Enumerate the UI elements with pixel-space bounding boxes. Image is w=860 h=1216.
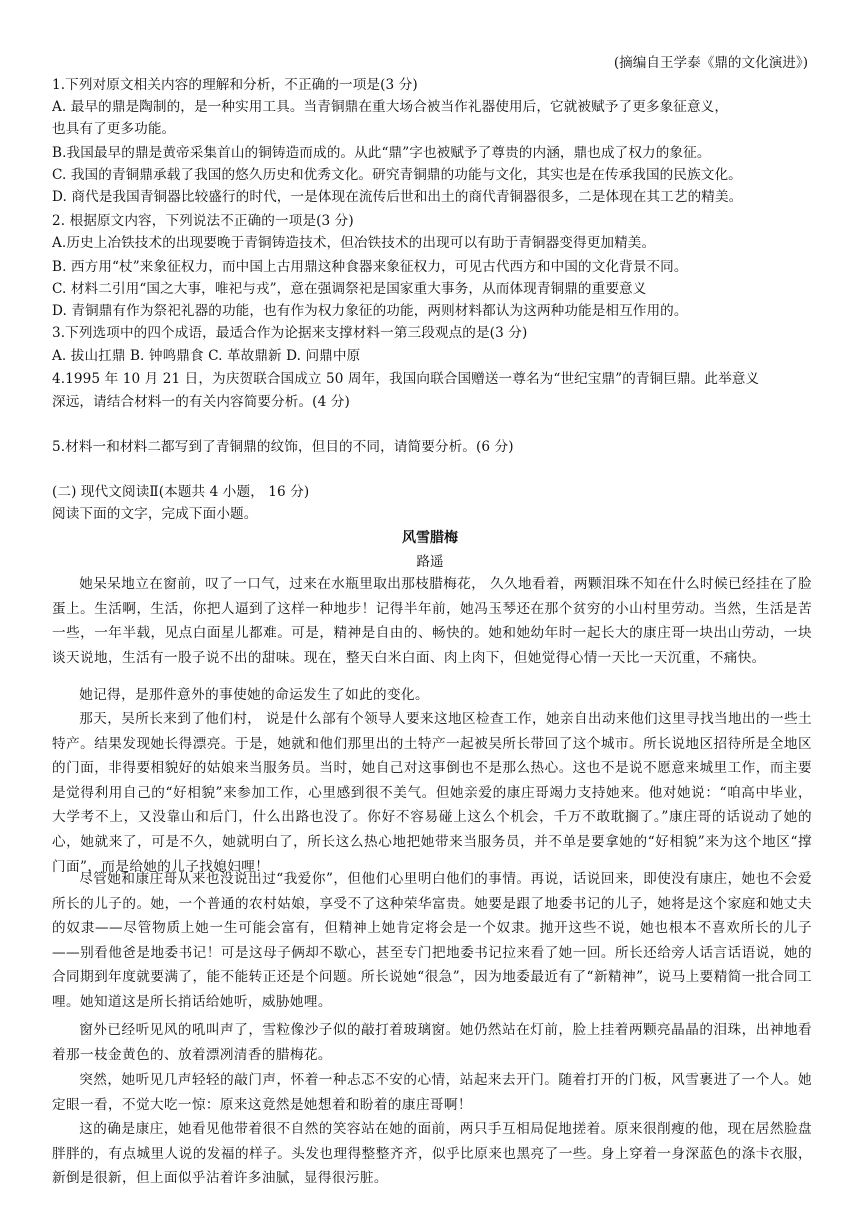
question-4-stem: 4.1995 年 10 月 21 日，为庆贺联合国成立 50 周年，我国向联合国赠送一尊名为“世纪宝鼎”的青铜巨鼎。此举意义 xyxy=(52,371,760,387)
question-1-stem: 1.下列对原文相关内容的理解和分析，不正确的一项是(3 分) xyxy=(52,77,418,93)
section-header: (二) 现代文阅读Ⅱ(本题共 4 小题， 16 分) xyxy=(52,484,310,500)
question-4-stem-cont: 深远，请结合材料一的有关内容简要分析。(4 分) xyxy=(52,394,350,410)
question-2-option-a: A.历史上冶铁技术的出现要晚于青铜铸造技术，但冶铁技术的出现可以有助于青铜器变得更加精美。 xyxy=(52,235,656,251)
question-1-option-a-cont: 也具有了更多功能。 xyxy=(52,121,176,137)
question-1-option-a: A. 最早的鼎是陶制的，是一种实用工具。当青铜鼎在重大场合被当作礼器使用后，它就被赋予了更多象征意义， xyxy=(52,99,729,115)
section-instruction: 阅读下面的文字，完成下面小题。 xyxy=(52,506,258,522)
question-2-option-c: C. 材料二引用“国之大事，唯祀与戎”，意在强调祭祀是国家重大事务，从而体现青铜鼎的重要意义 xyxy=(52,281,647,297)
question-1-option-d: D. 商代是我国青铜器比较盛行的时代，一是体现在流传后世和出土的商代青铜器很多，二是体现在其工艺的精美。 xyxy=(52,189,743,205)
question-5-stem: 5.材料一和材料二都写到了青铜鼎的纹饰，但目的不同，请简要分析。(6 分) xyxy=(52,439,514,455)
story-title: 风雪腊梅 xyxy=(402,530,458,546)
story-paragraph: 她记得，是那件意外的事使她的命运发生了如此的变化。 xyxy=(79,687,430,703)
story-paragraph: 那天，吴所长来到了他们村， 说是什么部有个领导人要来这地区检查工作，她亲自出动来他们这里寻找当地出的一些土特产。结果发现她长得漂亮。于是，她就和他们那里出的土特产一起被吴所长带回了这个城市。所长说地区招待所是全地区的门面，非得要相貌好的姑娘来当服务员。当时，她自己对这事倒也不是那么热心。这也不是说不愿意来城里工作，而主要是觉得利用自己的“好相貌”来参加工作，心里感到很不美气。但她亲爱的康庄哥竭力支持她来。他对她说：“咱高中毕业，大学考不上，又没靠山和后门，什么出路也没了。你好不容易碰上这么个机会，千万不敢耽搁了。”康庄哥的话说动了她的心，她就来了，可是不久，她就明白了，所长这么热心地把她带来当服务员，并不单是要拿她的“好相貌”来为这个地区“撑门面”，而是给她的儿子找媳妇哩！ xyxy=(52,711,812,875)
question-1-option-c: C. 我国的青铜鼎承载了我国的悠久历史和优秀文化。研究青铜鼎的功能与文化，其实也是在传承我国的民族文化。 xyxy=(52,167,742,183)
source-citation: (摘编自王学泰《鼎的文化演进》) xyxy=(613,55,808,71)
story-paragraph: 突然，她听见几声轻轻的敲门声，怀着一种忐忑不安的心情，站起来去开门。随着打开的门板，风雪裹进了一个人。她定眼一看，不觉大吃一惊：原来这竟然是她想着和盼着的康庄哥啊！ xyxy=(52,1072,812,1113)
question-3-stem: 3.下列选项中的四个成语，最适合作为论据来支撑材料一第三段观点的是(3 分) xyxy=(52,325,528,341)
question-2-option-b: B. 西方用“杖”来象征权力，而中国上古用鼎这种食器来象征权力，可见古代西方和中国的文化背景不同。 xyxy=(52,259,688,275)
story-author: 路遥 xyxy=(416,554,444,570)
story-paragraph: 她呆呆地立在窗前，叹了一口气，过来在水瓶里取出那枝腊梅花， 久久地看着，两颗泪珠不知在什么时候已经挂在了脸蛋上。生活啊，生活，你把人逼到了这样一种地步！记得半年前，她冯玉琴还在那个贫穷的小山村里劳动。当然，生活是苦一些，一年半载，见点白面星儿都难。可是，精神是自由的、畅快的。她和她幼年时一起长大的康庄哥一块出山劳动，一块谈天说地，生活有一股子说不出的甜味。现在，整天白米白面、肉上肉下，但她觉得心情一天比一天沉重，不痛快。 xyxy=(52,576,812,666)
question-1-option-b: B.我国最早的鼎是黄帝采集首山的铜铸造而成的。从此“鼎”字也被赋予了尊贵的内涵，鼎也成了权力的象征。 xyxy=(52,145,711,161)
question-2-option-d: D. 青铜鼎有作为祭祀礼器的功能，也有作为权力象征的功能，两则材料都认为这两种功能是相互作用的。 xyxy=(52,303,688,319)
question-2-stem: 2. 根据原文内容，下列说法不正确的一项是(3 分) xyxy=(52,213,354,229)
question-3-options: A. 拔山扛鼎 B. 钟鸣鼎食 C. 革故鼎新 D. 问鼎中原 xyxy=(52,348,361,364)
story-paragraph: 窗外已经听见风的吼叫声了，雪粒像沙子似的敲打着玻璃窗。她仍然站在灯前，脸上挂着两颗亮晶晶的泪珠，出神地看着那一枝金黄色的、放着漂冽清香的腊梅花。 xyxy=(52,1022,812,1063)
story-paragraph: 尽管她和康庄哥从来也没说出过“我爱你”，但他们心里明白他们的事情。再说，话说回来，即使没有康庄，她也不会爱所长的儿子的。她，一个普通的农村姑娘，享受不了这种荣华富贵。她要是跟了地委书记的儿子，她将是这个家庭和她丈夫的奴隶——尽管物质上她一生可能会富有，但精神上她肯定将会是一个奴隶。抛开这些不说，她也根本不喜欢所长的儿子——别看他爸是地委书记！可是这母子俩却不歇心，甚至专门把地委书记拉来看了她一回。所长还给旁人话言话语说，她的合同期到年度就要满了，能不能转正还是个问题。所长说她“很急”，因为地委最近有了“新精神”，说马上要精简一批合同工哩。她知道这是所长捎话给她听，威胁她哩。 xyxy=(52,871,812,1010)
story-paragraph: 这的确是康庄，她看见他带着很不自然的笑容站在她的面前，两只手互相局促地搓着。原来很削瘦的他，现在居然脸盘胖胖的，有点城里人说的发福的样子。头发也理得整整齐齐，似乎比原来也黑亮了一些。身上穿着一身深蓝色的涤卡衣服，新倒是很新，但上面似乎沾着许多油腻，显得很污脏。 xyxy=(52,1121,812,1187)
